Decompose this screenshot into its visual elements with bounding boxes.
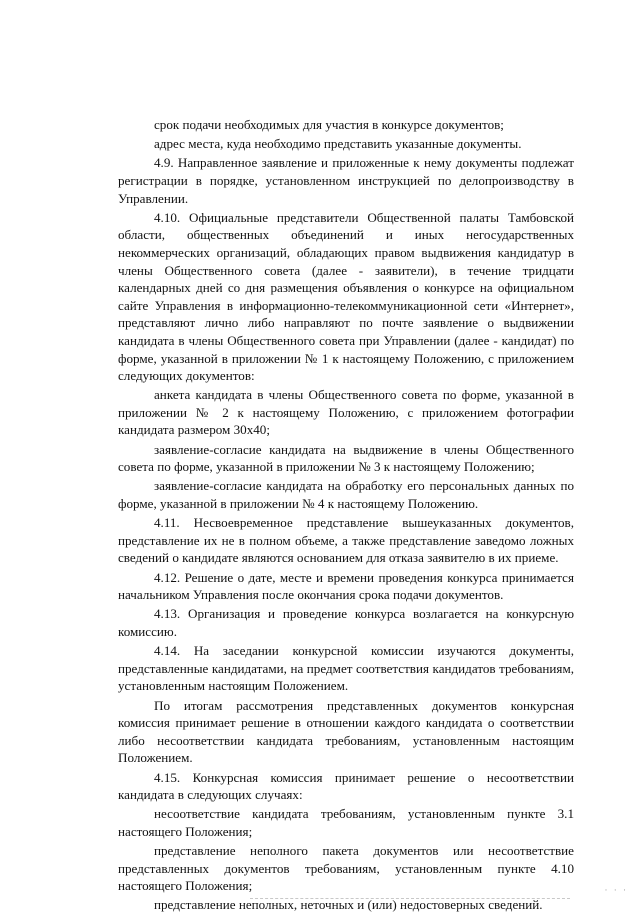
paragraph: 4.12. Решение о дате, месте и времени проведения конкурса принимается начальником Управления после окончания срока подачи документов. (118, 569, 574, 603)
paragraph: заявление-согласие кандидата на обработку его персональных данных по форме, указанной в приложении № 4 к настоящему Положению. (118, 478, 574, 512)
paragraph: адрес места, куда необходимо представить указанные документы. (154, 136, 522, 152)
paragraph: несоответствие кандидата требованиям, установленным пункте 3.1 настоящего Положения; (118, 806, 574, 839)
paragraph: 4.13. Организация и проведение конкурса возлагается на конкурсную комиссию. (118, 606, 574, 639)
document-body (118, 116, 574, 916)
paragraph: заявление-согласие кандидата на выдвижение в члены Общественного совета по форме, указанной в приложении № 3 к настоящему Положению; (118, 441, 574, 475)
paragraph: представление неполных, неточных и (или) недостоверных сведений. (154, 897, 543, 913)
paragraph: анкета кандидата в члены Общественного совета по форме, указанной в приложении № 2 к настоящему Положению, с приложением фотографии кандидата размером 30х40; (118, 387, 574, 438)
paragraph: 4.14. На заседании конкурсной комиссии изучаются документы, представленные кандидатами, на предмет соответствия кандидатов требованиям, установленным настоящим Положением. (118, 643, 574, 694)
scan-artifact-dots: · · · (604, 885, 628, 895)
paragraph: представление неполного пакета документов или несоответствие представленных документов требованиям, установленным пункте 4.10 настоящего Положения; (118, 843, 574, 894)
paragraph: 4.9. Направленное заявление и приложенные к нему документы подлежат регистрации в порядке, установленном инструкцией по делопроизводству в Управлении. (118, 155, 574, 206)
scan-artifact-line (250, 898, 570, 899)
paragraph: 4.11. Несвоевременное представление вышеуказанных документов, представление их не в полном объеме, а также представление заведомо ложных сведений о кандидате являются основанием для отказа заявителю в их приеме. (118, 515, 574, 566)
paragraph: срок подачи необходимых для участия в конкурсе документов; (154, 117, 504, 132)
paragraph: 4.15. Конкурсная комиссия принимает решение о несоответствии кандидата в следующих случаях: (118, 769, 574, 803)
paragraph: По итогам рассмотрения представленных документов конкурсная комиссия принимает решение в отношении каждого кандидата о соответствии либо несоответствии кандидата требованиям, установленным настоящим Положением. (118, 697, 574, 766)
paragraph: 4.10. Официальные представители Общественной палаты Тамбовской области, общественных объединений и иных негосударственных некоммерческих организаций, обладающих правом выдвижения кандидатур в члены Общественного совета (далее - заявители), в течение тридцати календарных дней со дня размещения объявления о конкурсе на официальном сайте Управления в информационно-телекоммуникационной сети «Интернет», представляют лично либо направляют по почте заявление о выдвижении кандидата в члены Общественного совета при Управлении (далее - кандидат) по форме, указанной в приложении № 1 к настоящему Положению, с приложением следующих документов: (118, 209, 574, 384)
